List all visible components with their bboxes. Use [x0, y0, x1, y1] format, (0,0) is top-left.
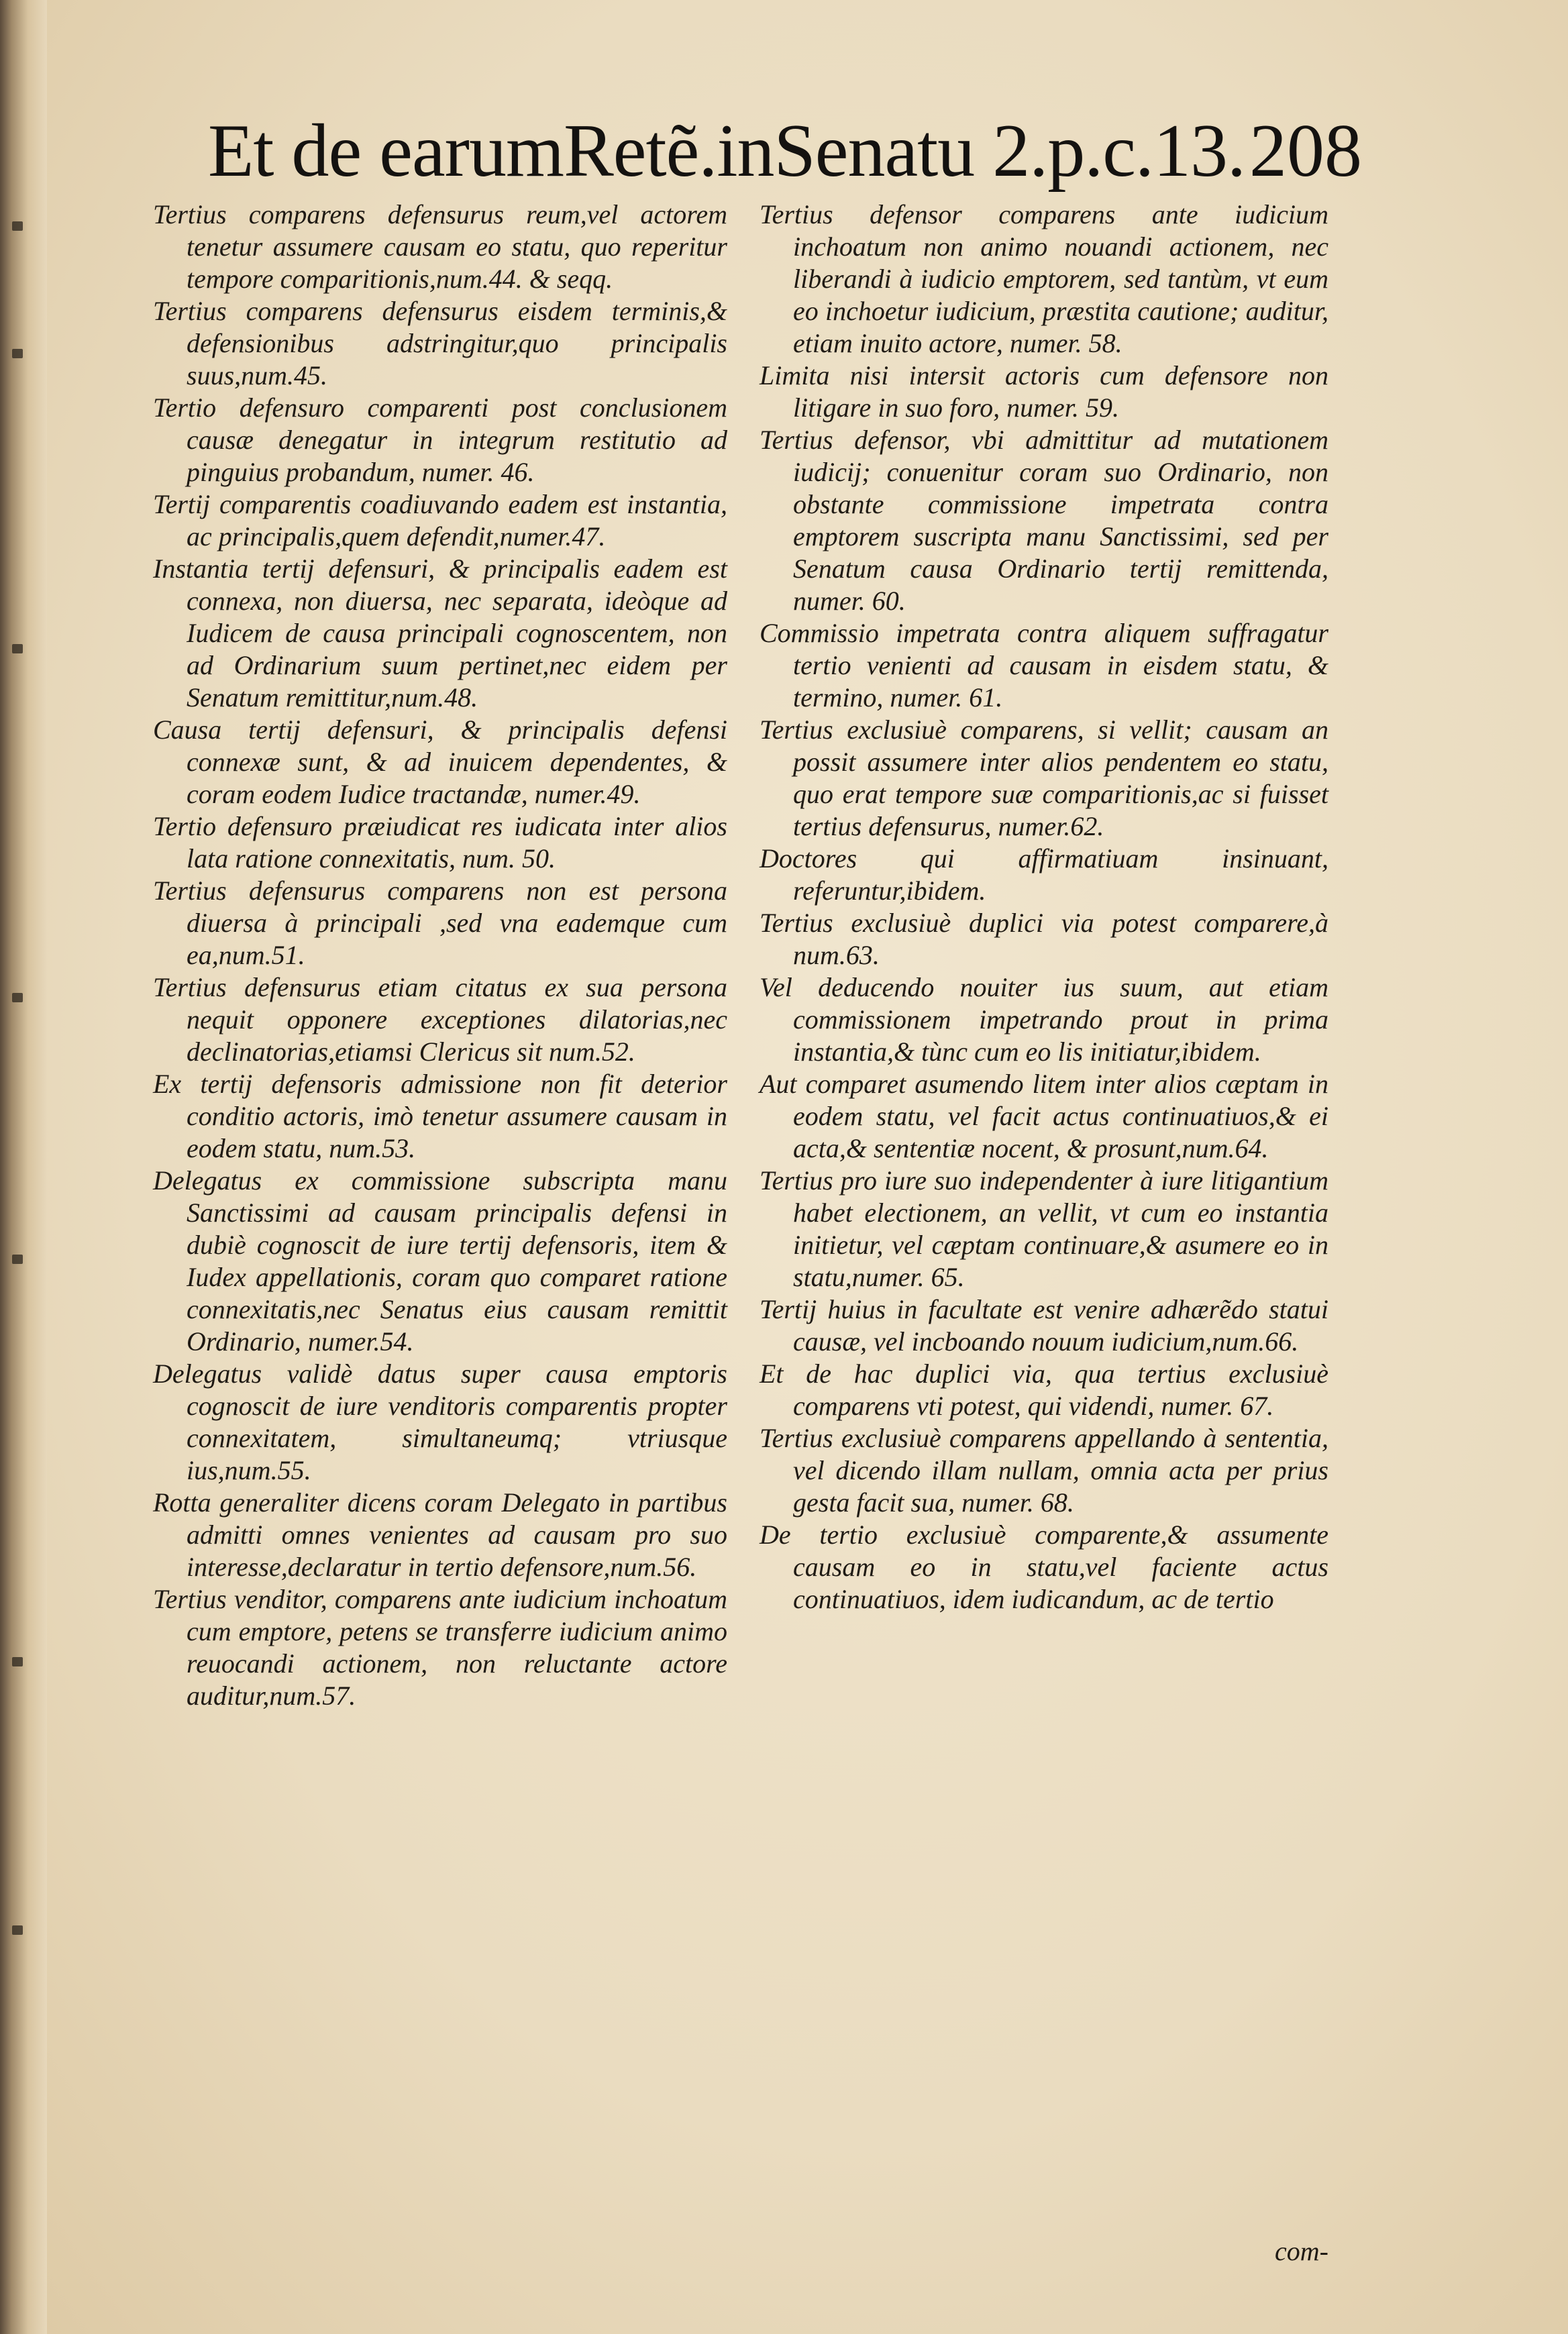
index-entry: Commissio impetrata contra aliquem suffragatur tertio venienti ad causam in eisdem statu, & termino, numer. 61.	[760, 618, 1328, 712]
index-entry: Tertius defensor, vbi admittitur ad mutationem iudicij; conuenitur coram suo Ordinario, non obstante commissione impetrata contra emptorem suscripta manu Sanctissimi, sed per Senatum causa Ordinario tertij remittenda, numer. 60.	[760, 425, 1328, 616]
index-entry: Tertij comparentis coadiuvando eadem est instantia, ac principalis,quem defendit,numer.47.	[153, 489, 727, 551]
catchword: com-	[1275, 2236, 1328, 2266]
index-entry: Rotta generaliter dicens coram Delegato in partibus admitti omnes venientes ad causam pro suo interesse,declaratur in tertio defensore,num.56.	[153, 1487, 727, 1582]
index-entry: Tertius pro iure suo independenter à iure litigantium habet electionem, an vellit, vt cum eo instantia initietur, vel cæptam continuare,& asumere eo in statu,numer. 65.	[760, 1165, 1328, 1292]
gutter-mark	[12, 993, 23, 1002]
index-entry: Tertius exclusiuè comparens, si vellit; causam an possit assumere inter alios pendentem eo statu, quo erat tempore suæ comparitionis,ac si fuisset tertius defensurus, numer.62.	[760, 714, 1328, 841]
index-entry: Tertius exclusiuè comparens appellando à sententia, vel dicendo illam nullam, omnia acta per prius gesta facit sua, numer. 68.	[760, 1423, 1328, 1518]
gutter-mark	[12, 1925, 23, 1935]
index-entry: Limita nisi intersit actoris cum defensore non litigare in suo foro, numer. 59.	[760, 360, 1328, 423]
index-column-left	[153, 199, 727, 1712]
index-entry: Tertius defensurus comparens non est persona diuersa à principali ,sed vna eademque cum ea,num.51.	[153, 876, 727, 970]
index-entry: Tertio defensuro præiudicat res iudicata inter alios lata ratione connexitatis, num. 50.	[153, 811, 727, 873]
gutter-mark	[12, 221, 23, 231]
index-entry: Tertius defensurus etiam citatus ex sua persona nequit opponere exceptiones dilatorias,nec declinatorias,etiamsi Clericus sit num.52.	[153, 972, 727, 1067]
index-entry: Delegatus validè datus super causa emptoris cognoscit de iure venditoris comparentis propter connexitatem, simultaneumq; vtriusque ius,num.55.	[153, 1359, 727, 1485]
gutter-mark	[12, 349, 23, 358]
gutter-mark	[12, 1657, 23, 1666]
index-entry: Causa tertij defensuri, & principalis defensi connexæ sunt, & ad inuicem dependentes, & coram eodem Iudice tractandæ, numer.49.	[153, 714, 727, 809]
binding-gutter	[0, 0, 47, 2334]
index-entry: Et de hac duplici via, qua tertius exclusiuè comparens vti potest, qui videndi, numer. 67.	[760, 1359, 1328, 1421]
index-entry: Tertij huius in facultate est venire adhærẽdo statui causæ, vel incboando nouum iudicium,num.66.	[760, 1294, 1328, 1357]
page-number: 208	[1249, 109, 1362, 193]
index-entry: Instantia tertij defensuri, & principalis eadem est connexa, non diuersa, nec separata, ideòque ad Iudicem de causa principali cognoscentem, non ad Ordinarium suum pertinet,nec eidem per Senatum remittitur,num.48.	[153, 553, 727, 712]
gutter-mark	[12, 1255, 23, 1264]
index-entry: Doctores qui affirmatiuam insinuant, referuntur,ibidem.	[760, 843, 1328, 906]
index-entry: Tertius comparens defensurus reum,vel actorem tenetur assumere causam eo statu, quo reperitur tempore comparitionis,num.44. & seqq.	[153, 199, 727, 294]
index-entry: Tertius comparens defensurus eisdem terminis,& defensionibus adstringitur,quo principalis suus,num.45.	[153, 296, 727, 390]
gutter-mark	[12, 644, 23, 653]
running-title: Et de earumRetẽ.inSenatu 2.p.c.13.	[208, 109, 1245, 193]
index-entry: De tertio exclusiuè comparente,& assumente causam eo in statu,vel faciente actus continuatiuos, idem iudicandum, ac de tertio	[760, 1520, 1328, 1614]
index-entry: Tertius exclusiuè duplici via potest comparere,à num.63.	[760, 908, 1328, 970]
index-entry: Ex tertij defensoris admissione non fit deterior conditio actoris, imò tenetur assumere causam in eodem statu, num.53.	[153, 1069, 727, 1163]
index-entry: Delegatus ex commissione subscripta manu Sanctissimi ad causam principalis defensi in dubiè cognoscit de iure tertij defensoris, item & Iudex appellationis, coram quo comparet ratione connexitatis,nec Senatus eius causam remittit Ordinario, numer.54.	[153, 1165, 727, 1357]
index-entry: Tertius venditor, comparens ante iudicium inchoatum cum emptore, petens se transferre iudicium animo reuocandi actionem, non reluctante actore auditur,num.57.	[153, 1584, 727, 1711]
index-entry: Aut comparet asumendo litem inter alios cæptam in eodem statu, vel facit actus continuatiuos,& ei acta,& sententiæ nocent, & prosunt,num.64.	[760, 1069, 1328, 1163]
index-entry: Tertius defensor comparens ante iudicium inchoatum non animo nouandi actionem, nec liberandi à iudicio emptorem, sed tantùm, vt eum eo inchoetur iudicium, præstita cautione; auditur, etiam inuito actore, numer. 58.	[760, 199, 1328, 358]
index-entry: Tertio defensuro comparenti post conclusionem causæ denegatur in integrum restitutio ad pinguius probandum, numer. 46.	[153, 392, 727, 487]
index-entry: Vel deducendo nouiter ius suum, aut etiam commissionem impetrando prout in prima instantia,& tùnc cum eo lis initiatur,ibidem.	[760, 972, 1328, 1067]
index-column-right	[760, 199, 1328, 1615]
